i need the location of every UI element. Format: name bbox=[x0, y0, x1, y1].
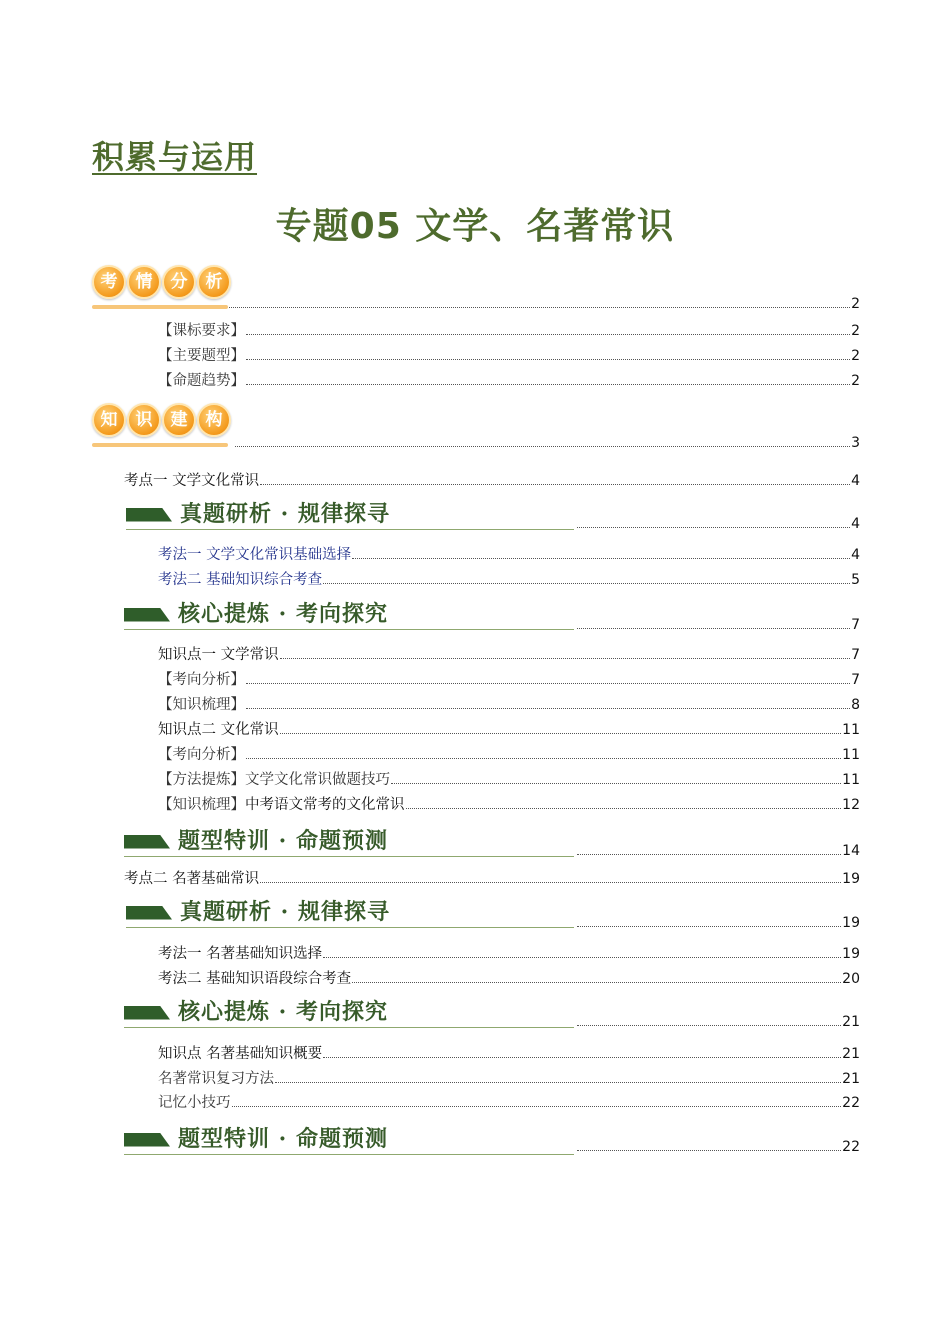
toc-entry-p2-k[interactable]: 知识点 名著基础知识概要 21 bbox=[158, 1046, 860, 1062]
document-title: 专题05 文学、名著常识 bbox=[275, 206, 675, 247]
badge-char: 析 bbox=[197, 265, 231, 299]
banner-underline bbox=[124, 1154, 574, 1155]
toc-entry-point2[interactable]: 考点二 名著基础常识 19 bbox=[124, 871, 860, 887]
banner-bar-icon bbox=[124, 1006, 170, 1020]
toc-entry-k2-method[interactable]: 【方法提炼】文学文化常识做题技巧 11 bbox=[158, 772, 860, 788]
toc-entry-k1-sort[interactable]: 【知识梳理】 8 bbox=[158, 697, 860, 713]
banner-underline bbox=[124, 856, 574, 857]
toc-entry-k1[interactable]: 知识点一 文学常识 7 bbox=[158, 647, 860, 663]
badge-char: 分 bbox=[162, 265, 196, 299]
banner-bar-icon bbox=[126, 508, 172, 522]
badge-char: 建 bbox=[162, 403, 196, 437]
banner-core-2 bbox=[124, 995, 574, 1028]
badge-char: 情 bbox=[127, 265, 161, 299]
badge-char: 考 bbox=[92, 265, 126, 299]
toc-entry-knowledge[interactable]: 3 bbox=[234, 435, 860, 451]
badge-char: 构 bbox=[197, 403, 231, 437]
toc-entry-k1-analysis[interactable]: 【考向分析】 7 bbox=[158, 672, 860, 688]
toc-entry-p1-core[interactable]: 7 bbox=[576, 617, 860, 633]
banner-title: 核心提炼 · 考向探究 bbox=[178, 999, 388, 1025]
banner-core-1 bbox=[124, 597, 574, 630]
banner-title: 真题研析 · 规律探寻 bbox=[180, 501, 390, 527]
banner-title: 核心提炼 · 考向探究 bbox=[178, 601, 388, 627]
toc-entry-point1[interactable]: 考点一 文学文化常识 4 bbox=[124, 473, 860, 489]
banner-title: 题型特训 · 命题预测 bbox=[178, 828, 388, 854]
analysis-badge bbox=[92, 265, 232, 309]
toc-entry-question-types[interactable]: 【主要题型】 2 bbox=[158, 348, 860, 364]
toc-entry-p1-real[interactable]: 4 bbox=[576, 516, 860, 532]
banner-bar-icon bbox=[124, 1133, 170, 1147]
toc-entry-p1-practice[interactable]: 14 bbox=[576, 843, 860, 859]
toc-entry-p2-tips[interactable]: 记忆小技巧 22 bbox=[158, 1095, 860, 1111]
banner-bar-icon bbox=[126, 906, 172, 920]
toc-entry-analysis[interactable]: 2 bbox=[228, 296, 860, 312]
banner-underline bbox=[124, 1027, 574, 1028]
banner-underline bbox=[126, 927, 574, 928]
toc-entry-k2[interactable]: 知识点二 文化常识 11 bbox=[158, 722, 860, 738]
toc-entry-p2-method2[interactable]: 考法二 基础知识语段综合考查 20 bbox=[158, 971, 860, 987]
banner-real-2 bbox=[126, 895, 574, 928]
banner-practice-1 bbox=[124, 824, 574, 857]
badge-char: 知 bbox=[92, 403, 126, 437]
toc-entry-p2-method1[interactable]: 考法一 名著基础知识选择 19 bbox=[158, 946, 860, 962]
toc-entry-p2-core[interactable]: 21 bbox=[576, 1014, 860, 1030]
banner-bar-icon bbox=[124, 608, 170, 622]
banner-title: 题型特训 · 命题预测 bbox=[178, 1126, 388, 1152]
toc-entry-p2-practice[interactable]: 22 bbox=[576, 1139, 860, 1155]
toc-entry-k2-analysis[interactable]: 【考向分析】 11 bbox=[158, 747, 860, 763]
section-label: 积累与运用 bbox=[92, 138, 258, 176]
toc-entry-p1-method1[interactable]: 考法一 文学文化常识基础选择 4 bbox=[158, 547, 860, 563]
banner-real-1 bbox=[126, 497, 574, 530]
toc-entry-p2-review[interactable]: 名著常识复习方法 21 bbox=[158, 1071, 860, 1087]
toc-entry-k2-sort[interactable]: 【知识梳理】 中考语文常考的文化常识 12 bbox=[158, 797, 860, 813]
banner-title: 真题研析 · 规律探寻 bbox=[180, 899, 390, 925]
banner-bar-icon bbox=[124, 835, 170, 849]
toc-entry-p1-method2[interactable]: 考法二 基础知识综合考查 5 bbox=[158, 572, 860, 588]
toc-entry-p2-real[interactable]: 19 bbox=[576, 915, 860, 931]
knowledge-badge bbox=[92, 403, 232, 447]
toc-entry-trend[interactable]: 【命题趋势】 2 bbox=[158, 373, 860, 389]
banner-underline bbox=[126, 529, 574, 530]
toc-entry-curriculum[interactable]: 【课标要求】 2 bbox=[158, 323, 860, 339]
banner-practice-2 bbox=[124, 1122, 574, 1155]
badge-char: 识 bbox=[127, 403, 161, 437]
banner-underline bbox=[124, 629, 574, 630]
